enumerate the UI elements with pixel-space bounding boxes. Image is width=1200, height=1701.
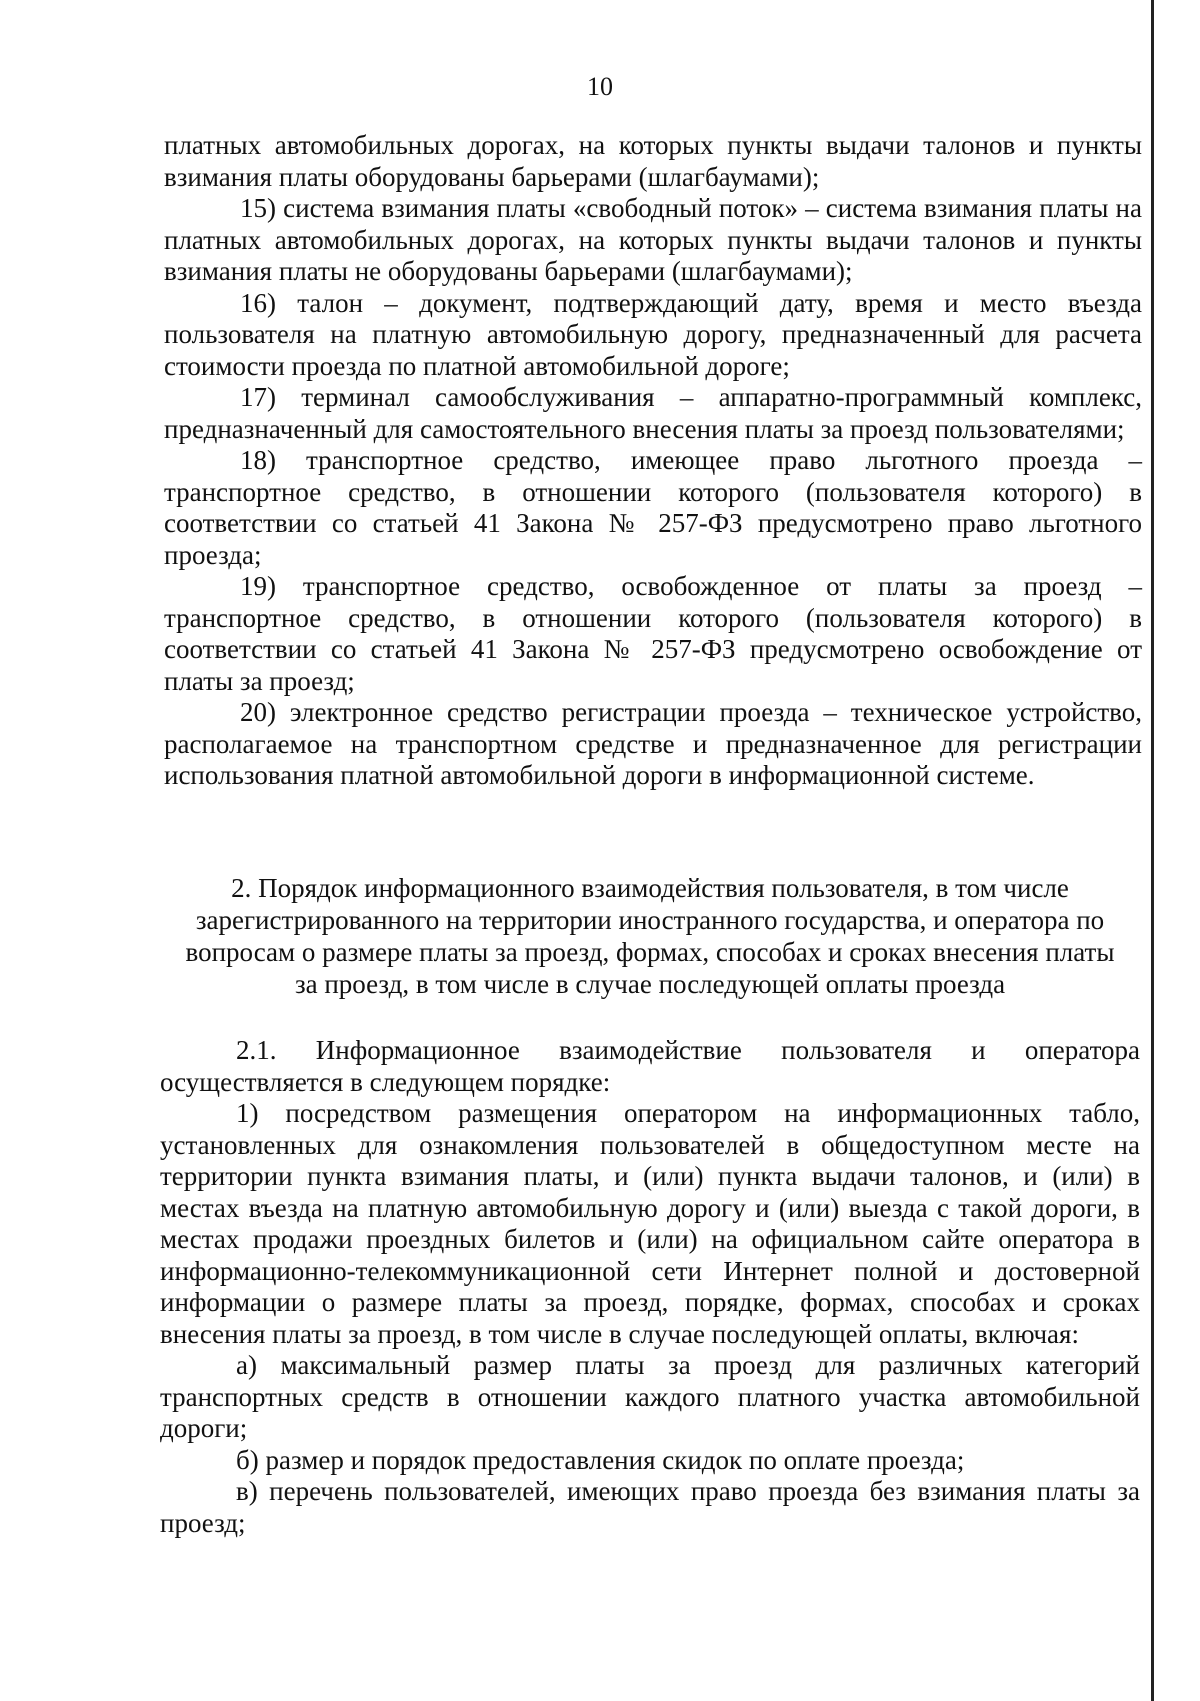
paragraph-continuation: платных автомобильных дорогах, на которых пункты выдачи талонов и пункты взимания платы оборудованы барьерами (шлагбаумами); — [164, 130, 1142, 192]
scan-edge — [1151, 0, 1154, 1701]
definition-item-16: 16) талон – документ, подтверждающий дату, время и место въезда пользователя на платную автомобильную дорогу, предназначенный для расчета стоимости проезда по платной автомобильной дороге; — [164, 287, 1142, 381]
clause-subitem-v: в) перечень пользователей, имеющих право проезда без взимания платы за проезд; — [160, 1476, 1140, 1538]
clause-subitem-a: а) максимальный размер платы за проезд для различных категорий транспортных средств в отношении каждого платного участка автомобильной дороги; — [160, 1350, 1140, 1443]
definition-item-15: 15) система взимания платы «свободный поток» – система взимания платы на платных автомобильных дорогах, на которых пункты выдачи талонов и пункты взимания платы не оборудованы барьерами (шлагбаумами); — [164, 193, 1142, 286]
definition-item-19: 19) транспортное средство, освобожденное от платы за проезд – транспортное средство, в отношении которого (пользователя которого) в соответствии со статьей 41 Закона № 257-ФЗ предусмотрено освобождение от платы за проезд; — [164, 571, 1142, 696]
definition-item-20: 20) электронное средство регистрации проезда – техническое устройство, располагаемое на транспортном средстве и предназначенное для регистрации использования платной автомобильной дороги в информационной системе. — [164, 697, 1142, 790]
definitions-list — [164, 130, 1142, 792]
section-heading — [150, 872, 1150, 1000]
definition-item-17: 17) терминал самообслуживания – аппаратно-программный комплекс, предназначенный для самостоятельного внесения платы за проезд пользователями; — [164, 382, 1142, 444]
clause-subitem-b: б) размер и порядок предоставления скидок по оплате проезда; — [236, 1444, 965, 1475]
clause-item-1: 1) посредством размещения оператором на информационных табло, установленных для ознакомления пользователей в общедоступном месте на территории пункта взимания платы, и (или) пункта выдачи талонов, и (или) в местах въезда на платную автомобильную дорогу и (или) выезда с такой дороги, в местах продажи проездных билетов и (или) на официальном сайте оператора в информационно-телекоммуникационной сети Интернет полной и достоверной информации о размере платы за проезд, порядке, формах, способах и сроках внесения платы за проезд, в том числе в случае последующей оплаты, включая: — [160, 1098, 1140, 1349]
page-number: 10 — [587, 72, 613, 101]
clause-2-1: 2.1. Информационное взаимодействие пользователя и оператора осуществляется в следующем порядке: — [160, 1035, 1140, 1097]
section-heading-line: зарегистрированного на территории иностранного государства, и оператора по — [195, 905, 1105, 935]
section-heading-line: за проезд, в том числе в случае последующей оплаты проезда — [294, 969, 1006, 999]
section-heading-line: 2. Порядок информационного взаимодействия пользователя, в том числе — [231, 873, 1069, 903]
section-2-body — [160, 1035, 1140, 1539]
section-heading-line: вопросам о размере платы за проезд, формах, способах и сроках внесения платы — [185, 937, 1115, 967]
definition-item-18: 18) транспортное средство, имеющее право льготного проезда – транспортное средство, в отношении которого (пользователя которого) в соответствии со статьей 41 Закона № 257-ФЗ предусмотрено право льготного проезда; — [164, 445, 1142, 570]
